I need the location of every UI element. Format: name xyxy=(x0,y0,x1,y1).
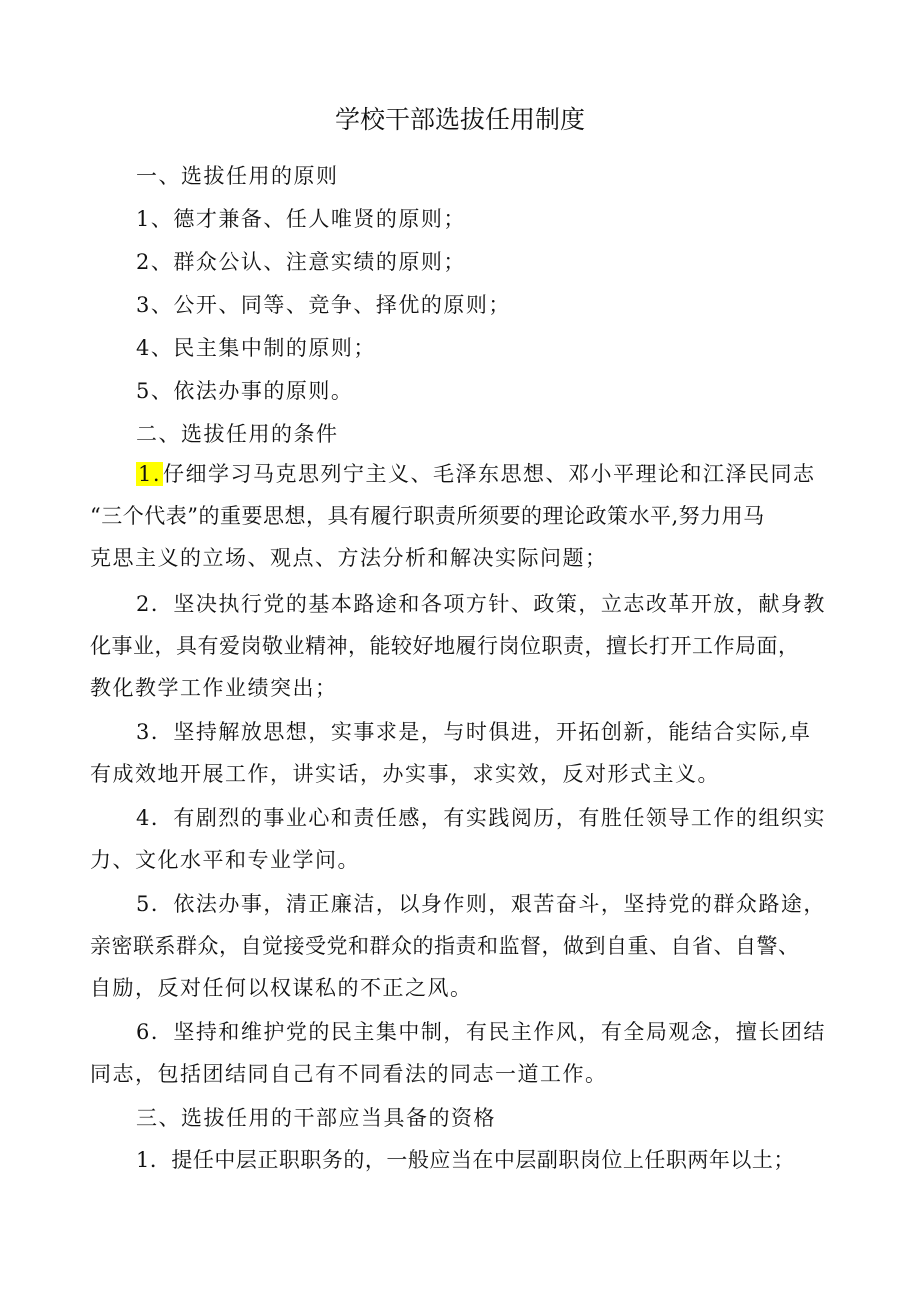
highlighted-number: 1. xyxy=(138,462,162,486)
document-title: 学校干部选拔任用制度 xyxy=(334,105,585,134)
condition-4-line: 力、文化水平和专业学问。 xyxy=(90,848,360,872)
condition-2-line: 教化教学工作业绩突出； xyxy=(90,676,338,700)
condition-6-line: 同志，包括团结同自己有不同看法的同志一道工作。 xyxy=(90,1062,608,1086)
section-heading-principles: 一、选拔任用的原则 xyxy=(136,164,339,188)
section-heading-qualifications: 三、选拔任用的干部应当具备的资格 xyxy=(136,1106,496,1130)
condition-2-line: 化事业，具有爱岗敬业精神，能较好地履行岗位职责，擅长打开工作局面， xyxy=(90,634,800,658)
condition-6-line: 6．坚持和维护党的民主集中制，有民主作风，有全局观念，擅长团结 xyxy=(136,1020,826,1044)
condition-3-line: 3．坚持解放思想，实事求是，与时俱进，开拓创新，能结合实际,卓 xyxy=(136,720,812,744)
principle-item: 1、德才兼备、任人唯贤的原则； xyxy=(136,207,466,231)
qualification-item: 1．提任中层正职职务的，一般应当在中层副职岗位上任职两年以土； xyxy=(136,1148,795,1172)
condition-3-line: 有成效地开展工作，讲实话，办实事，求实效，反对形式主义。 xyxy=(90,762,720,786)
condition-5-line: 5．依法办事，清正廉洁，以身作则，艰苦奋斗，坚持党的群众路途， xyxy=(136,892,826,916)
condition-1-line: 克思主义的立场、观点、方法分析和解决实际问题； xyxy=(90,546,608,570)
principle-item: 5、依法办事的原则。 xyxy=(136,379,354,403)
section-heading-conditions: 二、选拔任用的条件 xyxy=(136,422,339,446)
principle-item: 4、民主集中制的原则； xyxy=(136,336,376,360)
condition-1-line xyxy=(136,458,816,488)
principle-item: 2、群众公认、注意实绩的原则； xyxy=(136,250,466,274)
condition-5-line: 自励，反对任何以权谋私的不正之风。 xyxy=(90,976,473,1000)
condition-2-line: 2．坚决执行党的基本路途和各项方针、政策，立志改革开放，献身教 xyxy=(136,592,826,616)
condition-5-line: 亲密联系群众，自觉接受党和群众的指责和监督，做到自重、自省、自警、 xyxy=(90,934,800,958)
principle-item: 3、公开、同等、竞争、择优的原则； xyxy=(136,293,511,317)
condition-4-line: 4．有剧烈的事业心和责任感，有实践阅历，有胜任领导工作的组织实 xyxy=(136,806,826,830)
condition-1-line: “三个代表”的重要思想，具有履行职责所须要的理论政策水平,努力用马 xyxy=(90,504,765,528)
condition-1-text: 仔细学习马克思列宁主义、毛泽东思想、邓小平理论和江泽民同志 xyxy=(163,462,816,486)
